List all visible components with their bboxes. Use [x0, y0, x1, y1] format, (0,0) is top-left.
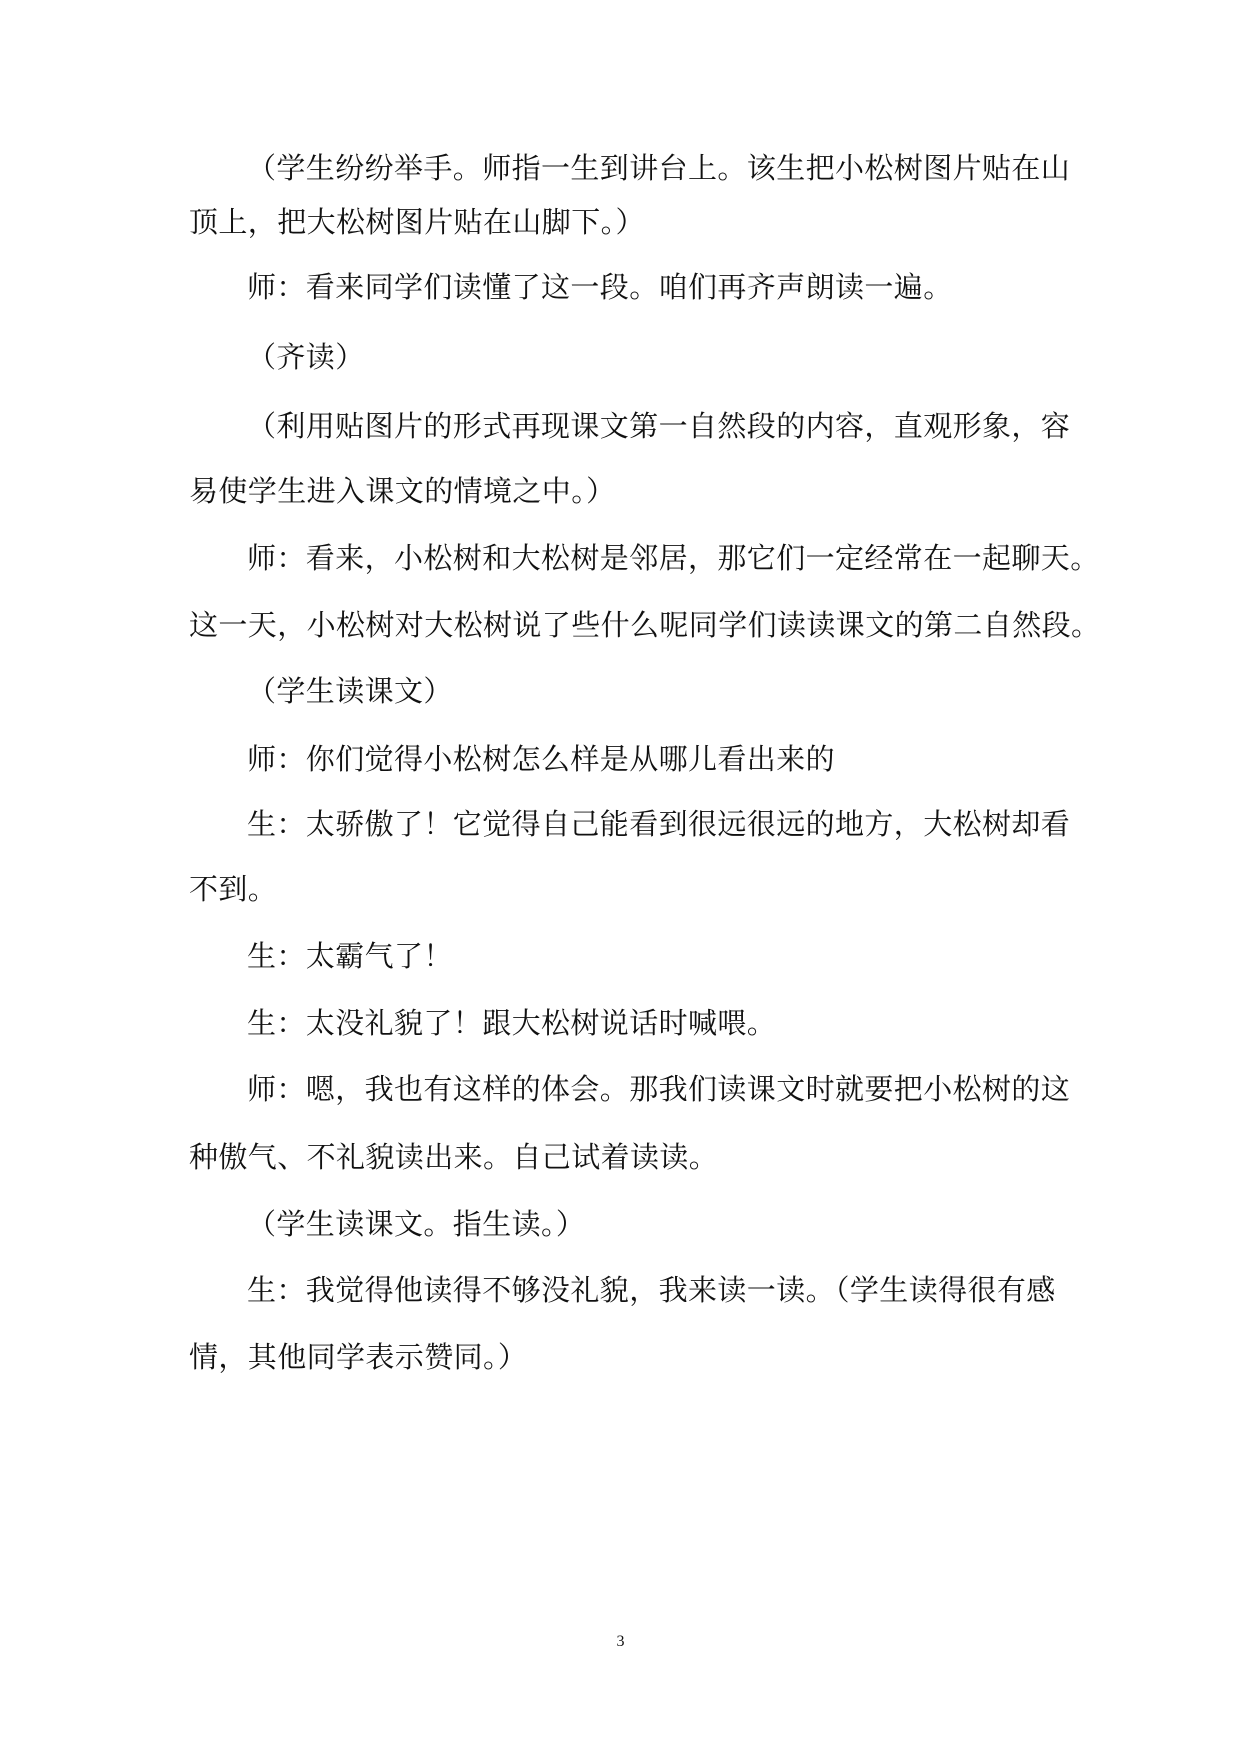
paragraph-1-line-1: （学生纷纷举手。师指一生到讲台上。该生把小松树图片贴在山 [247, 151, 1071, 185]
paragraph-11-line-2: 种傲气、不礼貌读出来。自己试着读读。 [189, 1140, 719, 1174]
paragraph-3-line-1: （齐读） [247, 340, 365, 374]
paragraph-12-line-1: （学生读课文。指生读。） [247, 1207, 586, 1241]
paragraph-8-line-2: 不到。 [189, 872, 278, 906]
paragraph-2-line-1: 师：看来同学们读懂了这一段。咱们再齐声朗读一遍。 [247, 270, 953, 304]
paragraph-10-line-1: 生：太没礼貌了！跟大松树说话时喊喂。 [247, 1006, 777, 1040]
paragraph-13-line-2: 情，其他同学表示赞同。） [189, 1340, 528, 1374]
page-number: 3 [616, 1633, 625, 1650]
paragraph-1-line-2: 顶上，把大松树图片贴在山脚下。） [189, 205, 645, 239]
paragraph-8-line-1: 生：太骄傲了！它觉得自己能看到很远很远的地方，大松树却看 [247, 807, 1071, 841]
paragraph-4-line-2: 易使学生进入课文的情境之中。） [189, 474, 616, 508]
paragraph-5-line-1: 师：看来，小松树和大松树是邻居，那它们一定经常在一起聊天。 [247, 541, 1100, 575]
paragraph-11-line-1: 师：嗯，我也有这样的体会。那我们读课文时就要把小松树的这 [247, 1072, 1071, 1106]
paragraph-7-line-1: 师：你们觉得小松树怎么样是从哪儿看出来的 [247, 742, 836, 776]
paragraph-4-line-1: （利用贴图片的形式再现课文第一自然段的内容，直观形象，容 [247, 409, 1071, 443]
paragraph-13-line-1: 生：我觉得他读得不够没礼貌，我来读一读。（学生读得很有感 [247, 1273, 1056, 1307]
paragraph-6-line-1: （学生读课文） [247, 674, 453, 708]
paragraph-9-line-1: 生：太霸气了！ [247, 939, 453, 973]
paragraph-5-line-2: 这一天，小松树对大松树说了些什么呢同学们读读课文的第二自然段。 [189, 608, 1101, 642]
